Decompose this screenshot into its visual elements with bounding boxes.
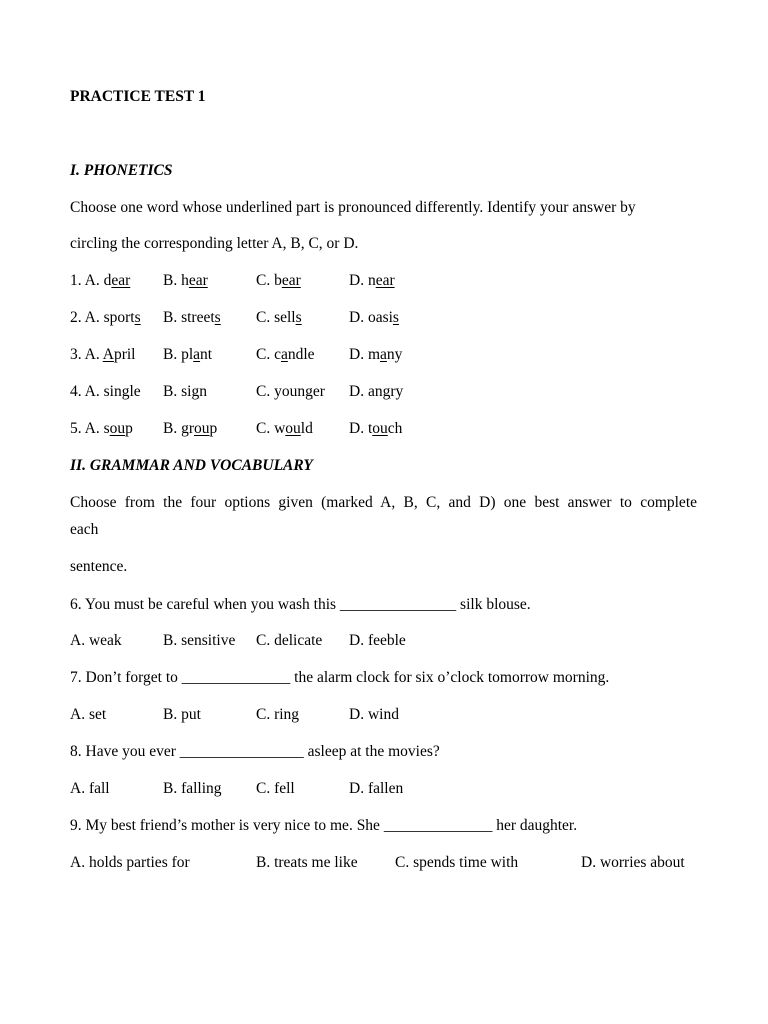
option-letter: B.	[163, 383, 178, 400]
option-letter: A.	[84, 272, 100, 289]
question-8-option-c: C. fell	[256, 780, 295, 797]
grammar-instruction-line-3: sentence.	[70, 558, 128, 575]
question-5-option-d	[349, 420, 402, 439]
question-6-option-b: B. sensitive	[163, 632, 236, 649]
question-5-option-c	[256, 420, 313, 439]
word-prefix: n	[367, 272, 376, 289]
word-prefix: youn	[274, 383, 306, 400]
grammar-instruction-line-1: Choose from the four options given (marked A, B, C, and D) one best answer to complete	[70, 494, 697, 511]
option-letter: D.	[349, 383, 365, 400]
word-prefix: sin	[103, 383, 122, 400]
underlined-part: g	[121, 383, 130, 400]
underlined-part: A	[102, 346, 114, 363]
option-letter: C.	[256, 309, 271, 326]
word-prefix: d	[103, 272, 112, 289]
option-letter: A.	[84, 420, 100, 437]
question-3-number: 3.	[70, 346, 82, 363]
question-6-stem: 6. You must be careful when you wash this _______________ silk blouse.	[70, 596, 531, 613]
phonetics-instruction-line-1: Choose one word whose underlined part is pronounced differently. Identify your answer by	[70, 199, 636, 216]
word-prefix: t	[367, 420, 373, 437]
option-letter: C.	[256, 420, 271, 437]
option-letter: A.	[84, 383, 100, 400]
question-1-option-c	[256, 272, 301, 291]
question-7-stem: 7. Don’t forget to ______________ the alarm clock for six o’clock tomorrow morning.	[70, 669, 610, 686]
word-suffix: p	[125, 420, 133, 437]
question-8-stem: 8. Have you ever ________________ asleep at the movies?	[70, 743, 440, 760]
question-1-option-d	[349, 272, 395, 291]
underlined-part: g	[191, 383, 200, 400]
word-prefix: m	[367, 346, 381, 363]
underlined-part: s	[134, 309, 141, 326]
word-suffix: n	[199, 383, 207, 400]
section-heading-grammar: II. GRAMMAR AND VOCABULARY	[70, 457, 313, 474]
word-suffix: le	[129, 383, 141, 400]
word-prefix: w	[274, 420, 286, 437]
question-6-option-d: D. feeble	[349, 632, 406, 649]
word-suffix: pril	[113, 346, 136, 363]
word-prefix: h	[181, 272, 189, 289]
option-letter: C.	[256, 272, 271, 289]
question-6-option-a: A. weak	[70, 632, 122, 649]
word-suffix: ry	[390, 383, 404, 400]
word-suffix: ny	[386, 346, 403, 363]
question-5-number: 5.	[70, 420, 82, 437]
word-prefix: sport	[103, 309, 135, 326]
underlined-part: g	[305, 383, 313, 400]
question-2-option-b	[163, 309, 221, 328]
underlined-part: ear	[375, 272, 395, 289]
question-8-option-d: D. fallen	[349, 780, 404, 797]
question-2-option-c	[256, 309, 302, 328]
word-suffix: ld	[300, 420, 313, 437]
word-prefix: c	[274, 346, 281, 363]
underlined-part: a	[193, 346, 201, 363]
question-7-option-d: D. wind	[349, 706, 399, 723]
question-3-option-a	[70, 346, 136, 365]
question-2-option-a	[70, 309, 141, 328]
question-1-number: 1.	[70, 272, 82, 289]
question-7-option-b: B. put	[163, 706, 201, 723]
question-2-option-d	[349, 309, 399, 328]
question-9-option-b: B. treats me like	[256, 854, 358, 871]
word-prefix: oasi	[367, 309, 393, 326]
word-prefix: s	[103, 420, 110, 437]
word-prefix: sell	[274, 309, 296, 326]
underlined-part: ear	[188, 272, 208, 289]
option-letter: C.	[256, 346, 271, 363]
question-9-option-a: A. holds parties for	[70, 854, 190, 871]
question-5-option-b	[163, 420, 217, 439]
question-4-number: 4.	[70, 383, 82, 400]
underlined-part: ou	[194, 420, 210, 437]
option-letter: C.	[256, 383, 271, 400]
underlined-part: ear	[281, 272, 301, 289]
word-prefix: b	[274, 272, 282, 289]
question-9-stem: 9. My best friend’s mother is very nice to me. She ______________ her daughter.	[70, 817, 578, 834]
question-1-option-a	[70, 272, 130, 291]
question-3-option-b	[163, 346, 212, 365]
underlined-part: s	[295, 309, 302, 326]
question-9-option-c: C. spends time with	[395, 854, 519, 871]
option-letter: B.	[163, 272, 178, 289]
question-3-option-c	[256, 346, 315, 365]
word-suffix: ndle	[287, 346, 315, 363]
underlined-part: g	[382, 383, 391, 400]
phonetics-instruction-line-2: circling the corresponding letter A, B, C, or D.	[70, 235, 359, 252]
question-7-option-c: C. ring	[256, 706, 300, 723]
question-4-option-d	[349, 383, 403, 402]
word-prefix: si	[181, 383, 192, 400]
section-heading-phonetics: I. PHONETICS	[70, 162, 173, 179]
question-8-option-b: B. falling	[163, 780, 222, 797]
word-prefix: gr	[181, 420, 195, 437]
question-4-option-a	[70, 383, 141, 402]
question-2-number: 2.	[70, 309, 82, 326]
page-title: PRACTICE TEST 1	[70, 88, 206, 105]
word-prefix: pl	[181, 346, 194, 363]
option-letter: A.	[84, 346, 100, 363]
underlined-part: a	[280, 346, 288, 363]
word-suffix: ch	[387, 420, 403, 437]
option-letter: D.	[349, 346, 365, 363]
option-letter: B.	[163, 309, 178, 326]
word-prefix: street	[181, 309, 215, 326]
option-letter: B.	[163, 346, 178, 363]
question-5-option-a	[70, 420, 133, 439]
underlined-part: ou	[372, 420, 388, 437]
question-4-option-b	[163, 383, 207, 402]
word-suffix: nt	[200, 346, 213, 363]
word-prefix: an	[367, 383, 383, 400]
question-3-option-d	[349, 346, 402, 365]
underlined-part: ou	[285, 420, 301, 437]
question-4-option-c	[256, 383, 325, 402]
word-suffix: p	[209, 420, 218, 437]
grammar-instruction-line-2: each	[70, 521, 99, 538]
option-letter: D.	[349, 272, 365, 289]
underlined-part: s	[392, 309, 399, 326]
option-letter: A.	[84, 309, 100, 326]
option-letter: B.	[163, 420, 178, 437]
question-7-option-a: A. set	[70, 706, 107, 723]
question-9-option-d: D. worries about	[581, 854, 685, 871]
underlined-part: s	[214, 309, 221, 326]
question-1-option-b	[163, 272, 208, 291]
underlined-part: ou	[109, 420, 126, 437]
question-6-option-c: C. delicate	[256, 632, 323, 649]
option-letter: D.	[349, 309, 365, 326]
underlined-part: a	[380, 346, 387, 363]
question-8-option-a: A. fall	[70, 780, 110, 797]
option-letter: D.	[349, 420, 365, 437]
underlined-part: ear	[111, 272, 131, 289]
word-suffix: er	[312, 383, 325, 400]
